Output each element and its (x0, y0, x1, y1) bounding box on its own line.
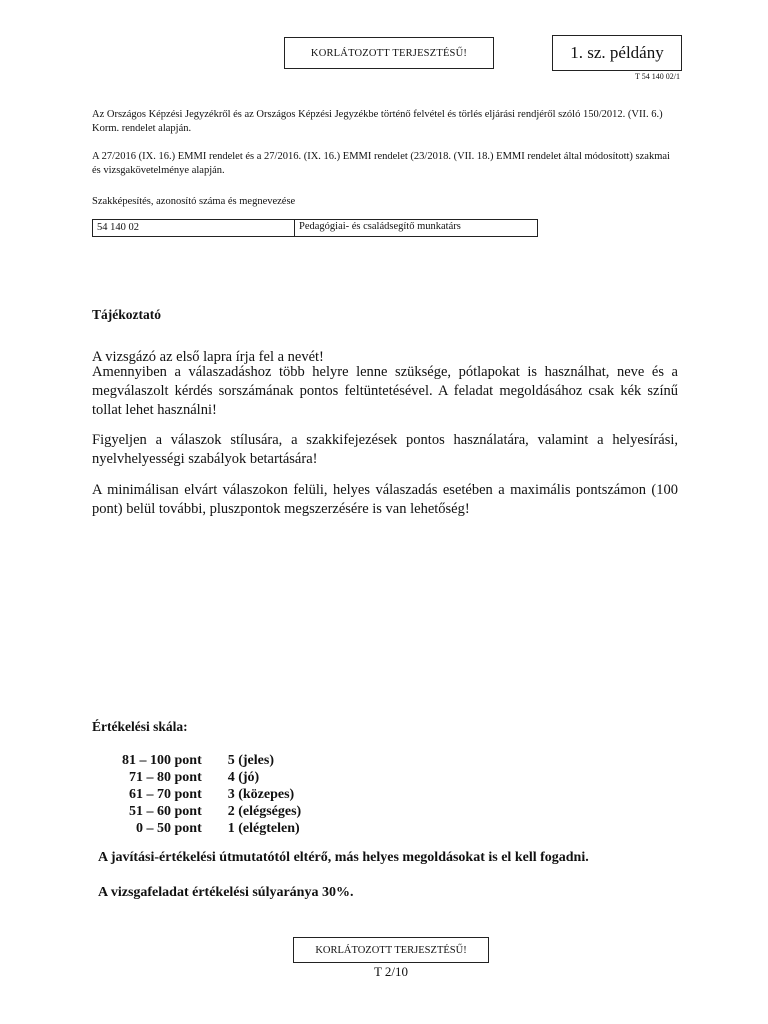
scale-range: 0 – 50 pont (136, 821, 202, 836)
info-paragraph-1: A vizsgázó az első lapra írja fel a nevét! (92, 349, 324, 365)
weighting-note: A vizsgafeladat értékelési súlyaránya 30%. (98, 885, 354, 900)
scale-grade: 1 (elégtelen) (227, 821, 300, 836)
scale-grade: 4 (jó) (227, 770, 260, 785)
info-heading: Tájékoztató (92, 307, 161, 322)
info-paragraph-3: Figyeljen a válaszok stílusára, a szakkifejezések pontos használatára, valamint a helyesírási, nyelvhelyességi szabályok betartására! (92, 432, 678, 467)
scale-range: 81 – 100 pont (122, 753, 202, 768)
scale-grade: 3 (közepes) (227, 787, 295, 802)
scale-heading: Értékelési skála: (92, 719, 188, 734)
info-paragraph-2: Amennyiben a válaszadáshoz több helyre lenne szüksége, pótlapokat is használhat, neve és a megválaszolt kérdés sorszámának pontos feltüntetésével. A feladat megoldásához csak kék színű tollat lehet használni! (92, 364, 678, 418)
info-paragraph-4: A minimálisan elvárt válaszokon felüli, helyes válaszadás esetében a maximális pontszámon (100 pont) belül további, pluszpontok megszerzésére is van lehetőség! (92, 482, 678, 517)
scale-range: 71 – 80 pont (129, 770, 202, 785)
scale-grade: 5 (jeles) (227, 753, 274, 768)
qualification-table (92, 219, 538, 237)
legal-basis-1: Az Országos Képzési Jegyzékről és az Országos Képzési Jegyzékbe történő felvétel és törlés eljárási rendjéről szóló 150/2012. (VII. 6.) Korm. rendelet alapján. (92, 109, 663, 134)
restricted-distribution-label: KORLÁTOZOTT TERJESZTÉSŰ! (284, 37, 494, 69)
scale-row (122, 820, 301, 837)
qualification-label: Szakképesítés, azonosító száma és megnevezése (92, 196, 296, 207)
qualification-name: Pedagógiai- és családsegítő munkatárs (299, 221, 461, 232)
alternative-solutions-note: A javítási-értékelési útmutatótól eltérő, más helyes megoldásokat is el kell fogadni. (98, 850, 589, 865)
scale-row (122, 769, 301, 786)
scale-row (122, 752, 301, 769)
scale-row (122, 786, 301, 803)
legal-basis-2: A 27/2016 (IX. 16.) EMMI rendelet és a 27/2016. (IX. 16.) EMMI rendelet (23/2018. (VII. 18.) EMMI rendelet által módosított) szakmai és vizsgakövetelménye alapján. (92, 151, 670, 176)
grading-scale-table (122, 752, 301, 837)
footer-restricted-label: KORLÁTOZOTT TERJESZTÉSŰ! (293, 937, 489, 963)
scale-row (122, 803, 301, 820)
scale-grade: 2 (elégséges) (227, 804, 302, 819)
document-code: T 54 140 02/1 (635, 72, 680, 81)
page-number: T 2/10 (373, 964, 409, 979)
qualification-code: 54 140 02 (93, 220, 295, 236)
scale-range: 51 – 60 pont (129, 804, 202, 819)
copy-number-label: 1. sz. példány (552, 35, 682, 71)
scale-range: 61 – 70 pont (129, 787, 202, 802)
